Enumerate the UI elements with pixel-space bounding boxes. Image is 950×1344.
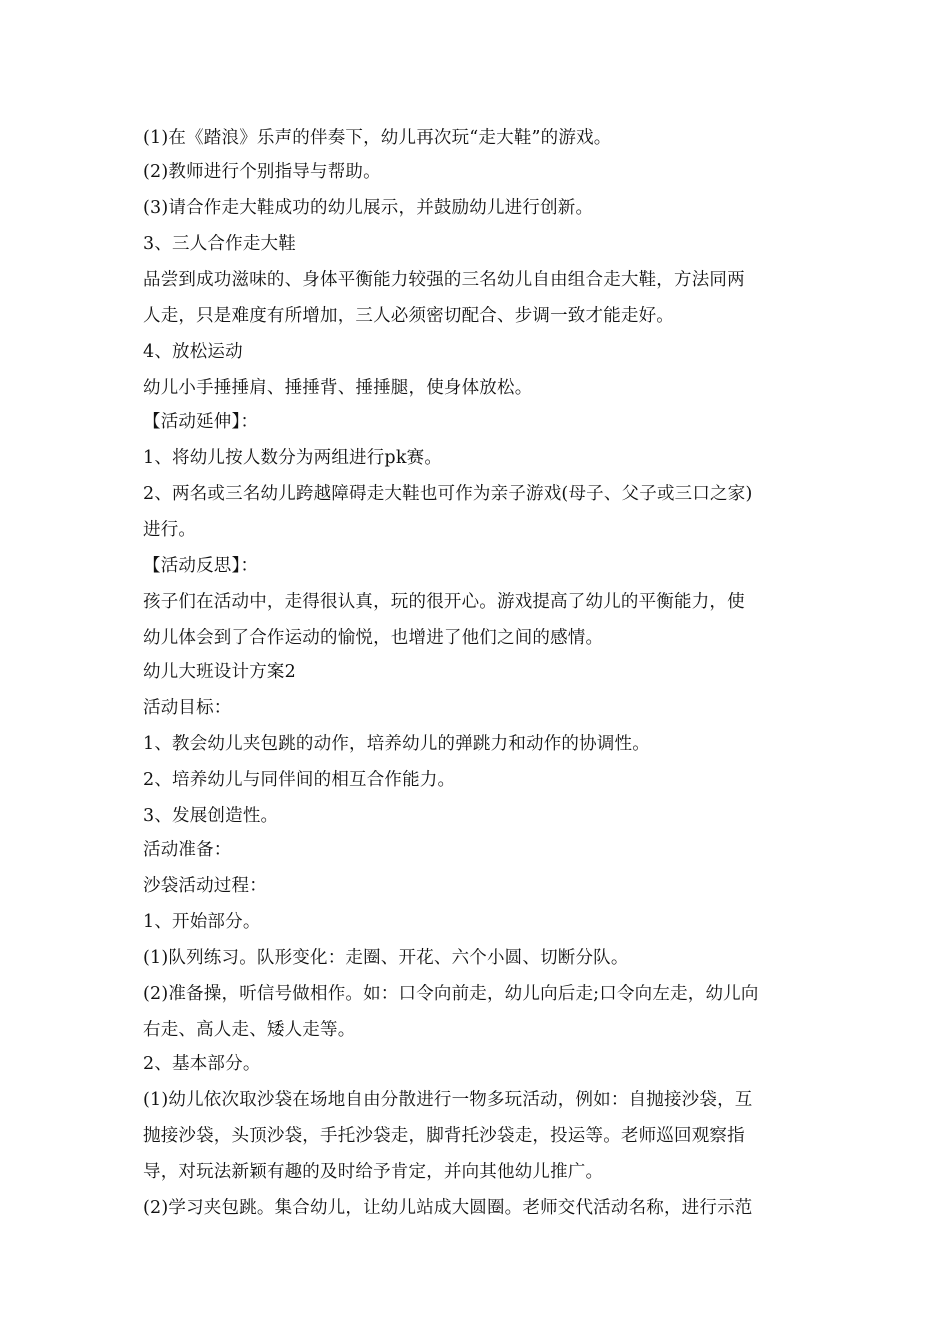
section-heading: 沙袋活动过程：: [143, 876, 267, 896]
text-line: 人走，只是难度有所增加，三人必须密切配合、步调一致才能走好。: [143, 306, 674, 326]
text-line: (1)在《踏浪》乐声的伴奏下，幼儿再次玩“走大鞋”的游戏。: [143, 128, 612, 148]
text-line: 抛接沙袋，头顶沙袋，手托沙袋走，脚背托沙袋走，投运等。老师巡回观察指: [143, 1126, 745, 1146]
text-line: 3、发展创造性。: [143, 806, 279, 826]
document-title: 幼儿大班设计方案2: [143, 662, 296, 682]
text-line: 幼儿体会到了合作运动的愉悦，也增进了他们之间的感情。: [143, 628, 604, 648]
text-line: (2)学习夹包跳。集合幼儿，让幼儿站成大圆圈。老师交代活动名称，进行示范: [143, 1198, 753, 1218]
text-line: 进行。: [143, 520, 197, 540]
text-line: (1)队列练习。队形变化：走圈、开花、六个小圆、切断分队。: [143, 948, 629, 968]
text-line: (1)幼儿依次取沙袋在场地自由分散进行一物多玩活动，例如：自抛接沙袋，互: [143, 1090, 753, 1110]
text-line: 品尝到成功滋味的、身体平衡能力较强的三名幼儿自由组合走大鞋，方法同两: [143, 270, 745, 290]
section-heading: 【活动延伸】：: [143, 412, 259, 432]
text-line: 幼儿小手捶捶肩、捶捶背、捶捶腿，使身体放松。: [143, 378, 533, 398]
section-heading: 4、放松运动: [143, 342, 243, 362]
section-heading: 2、基本部分。: [143, 1054, 261, 1074]
section-heading: 活动准备：: [143, 840, 232, 860]
section-heading: 3、三人合作走大鞋: [143, 234, 296, 254]
section-heading: 1、开始部分。: [143, 912, 261, 932]
text-line: 孩子们在活动中，走得很认真，玩的很开心。游戏提高了幼儿的平衡能力，使: [143, 592, 745, 612]
text-line: 右走、高人走、矮人走等。: [143, 1020, 356, 1040]
text-line: 1、将幼儿按人数分为两组进行pk赛。: [143, 448, 443, 468]
section-heading: 【活动反思】：: [143, 556, 259, 576]
text-line: 2、培养幼儿与同伴间的相互合作能力。: [143, 770, 456, 790]
text-line: (2)教师进行个别指导与帮助。: [143, 162, 381, 182]
text-line: 2、两名或三名幼儿跨越障碍走大鞋也可作为亲子游戏(母子、父子或三口之家): [143, 484, 753, 504]
text-line: (3)请合作走大鞋成功的幼儿展示，并鼓励幼儿进行创新。: [143, 198, 594, 218]
section-heading: 活动目标：: [143, 698, 232, 718]
text-line: (2)准备操，听信号做相作。如：口令向前走，幼儿向后走;口令向左走，幼儿向: [143, 984, 759, 1004]
text-line: 导，对玩法新颖有趣的及时给予肯定，并向其他幼儿推广。: [143, 1162, 604, 1182]
text-line: 1、教会幼儿夹包跳的动作，培养幼儿的弹跳力和动作的协调性。: [143, 734, 650, 754]
